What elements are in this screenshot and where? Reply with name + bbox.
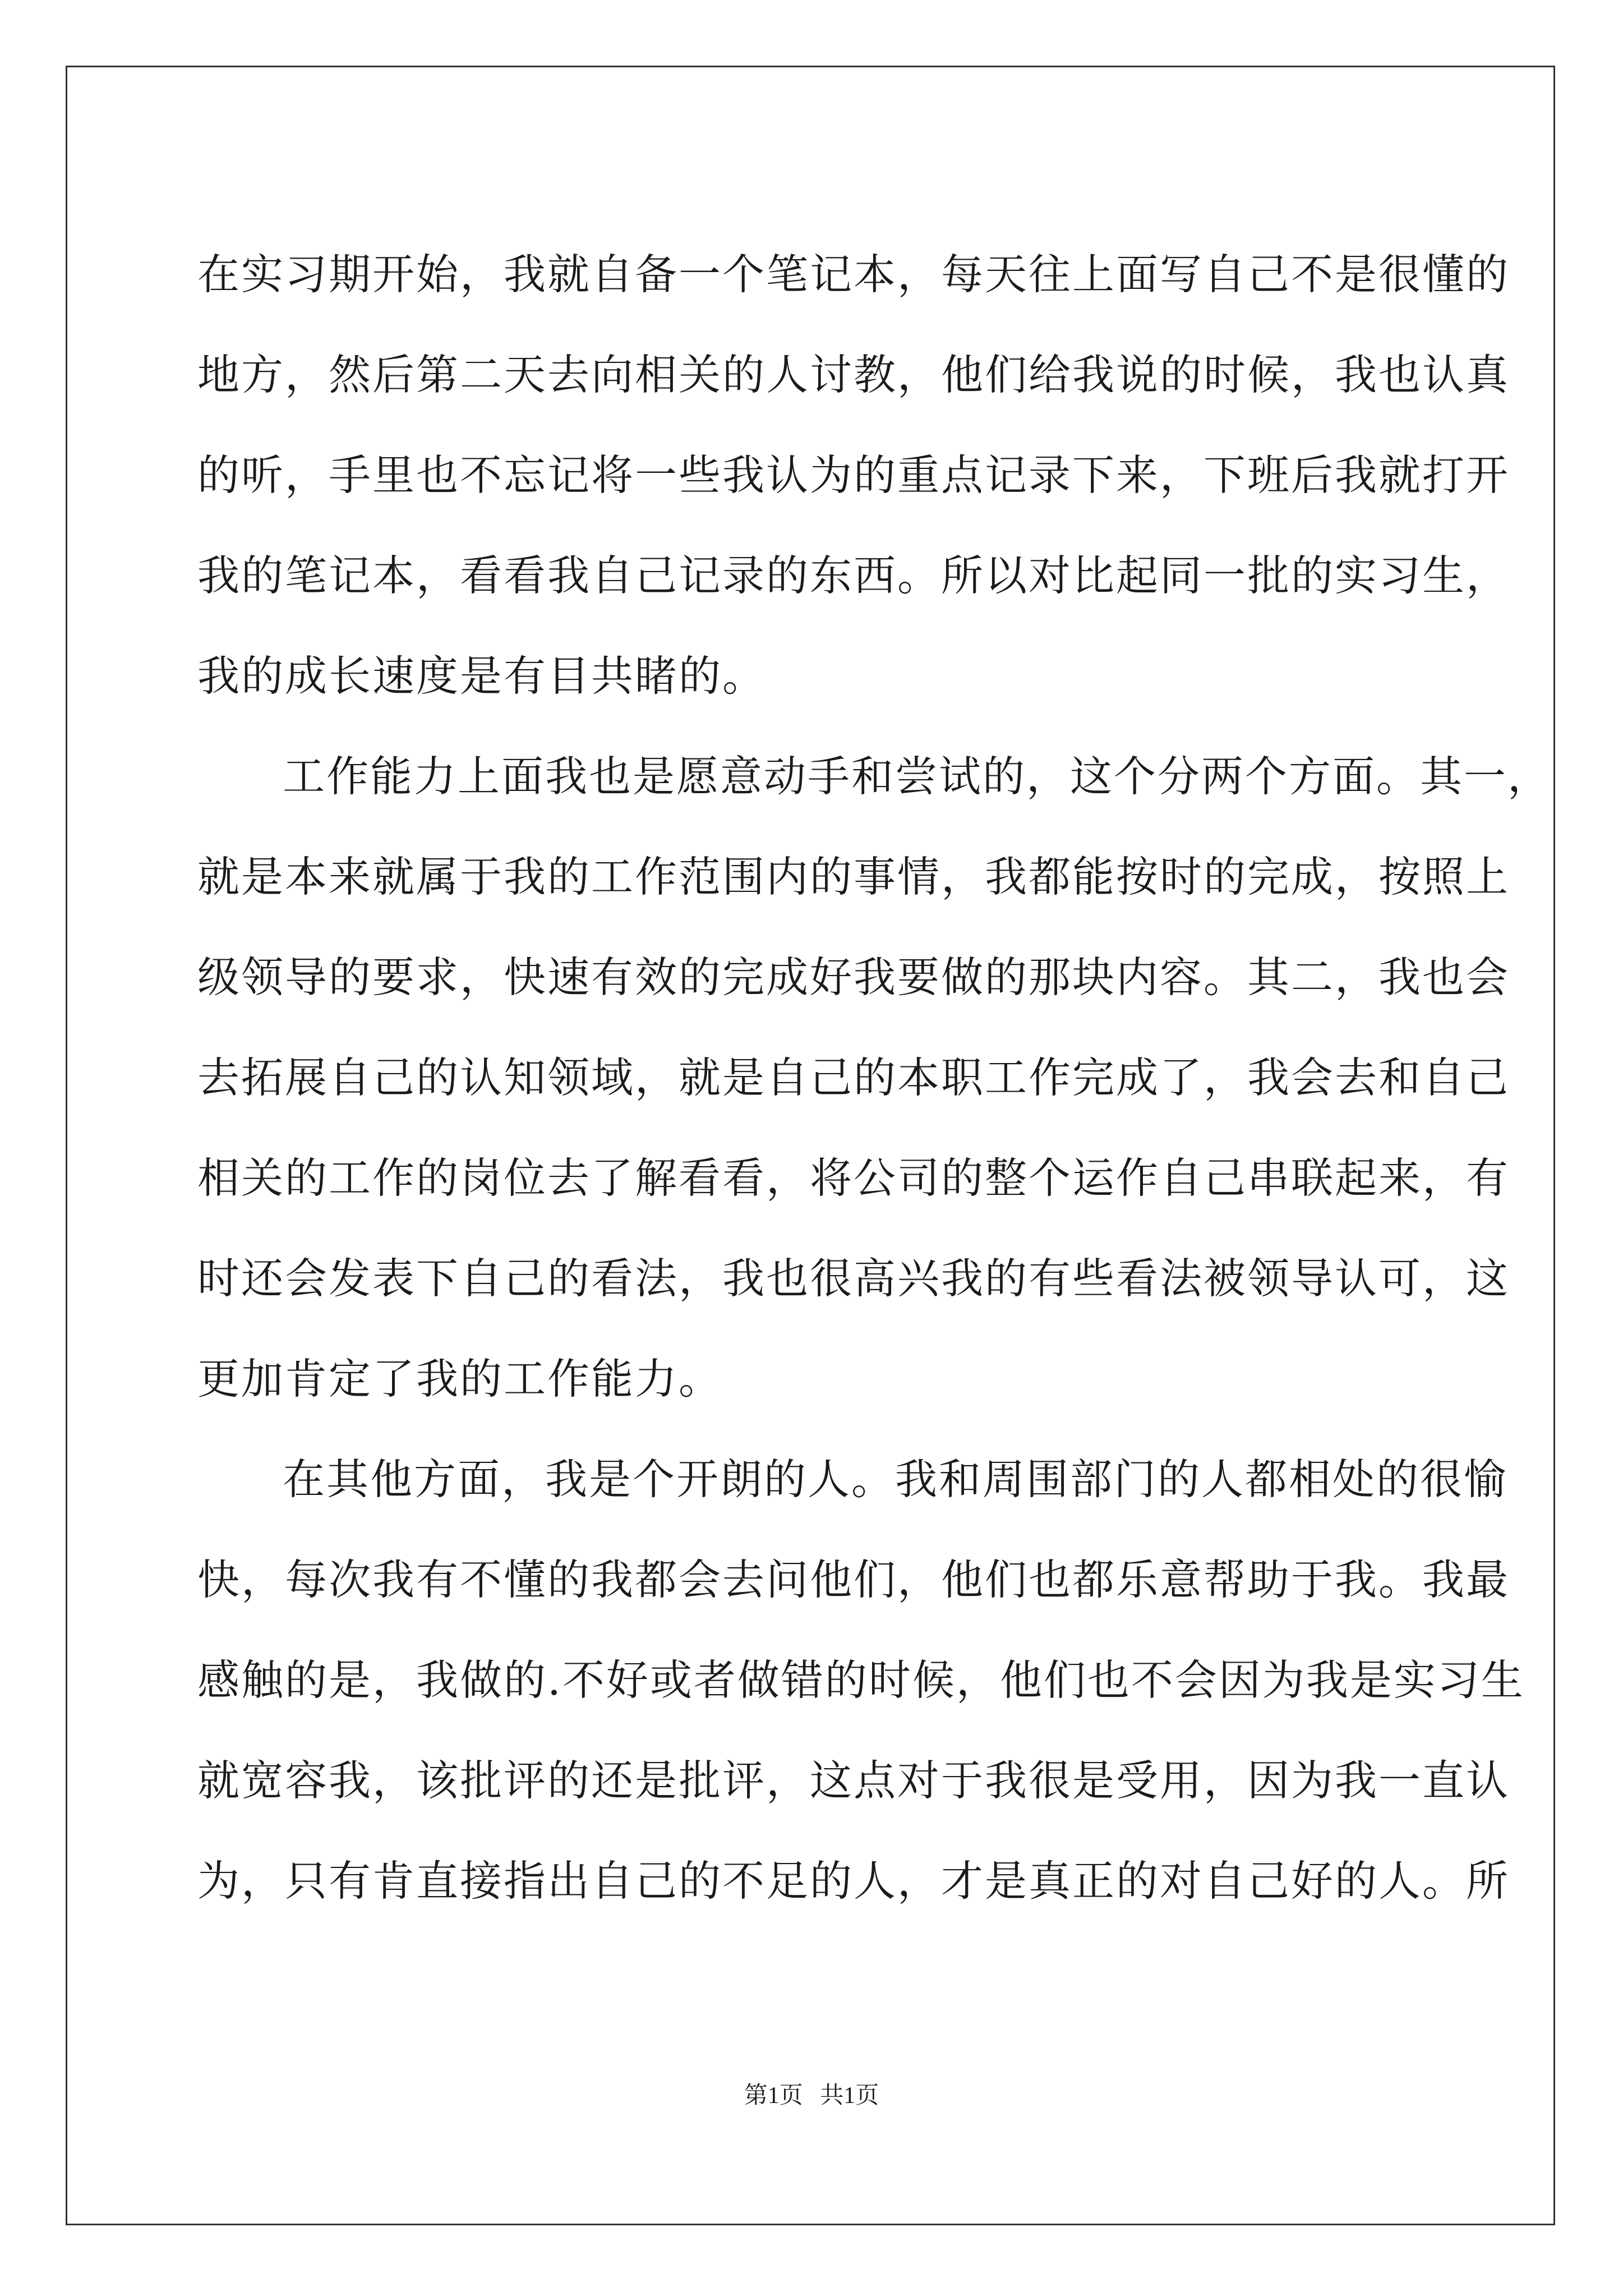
page-footer [0,2079,1623,2113]
document-body [197,224,1552,1931]
text-line: 地方，然后第二天去向相关的人讨教，他们给我说的时候，我也认真 [197,350,1510,399]
paragraph-start-line: 在其他方面，我是个开朗的人。我和周围部门的人都相处的很愉 [283,1455,1508,1504]
page-total: 共1页 [820,2083,879,2109]
paragraph-start-line: 工作能力上面我也是愿意动手和尝试的，这个分两个方面。其一， [283,752,1552,801]
text-line: 级领导的要求，快速有效的完成好我要做的那块内容。其二，我也会 [197,953,1510,1002]
text-line: 时还会发表下自己的看法，我也很高兴我的有些看法被领导认可，这 [197,1254,1510,1303]
text-line: 的听，手里也不忘记将一些我认为的重点记录下来，下班后我就打开 [197,450,1510,500]
text-line: 我的成长速度是有目共睹的。 [197,651,767,701]
text-line: 就是本来就属于我的工作范围内的事情，我都能按时的完成，按照上 [197,852,1510,901]
text-line: 为，只有肯直接指出自己的不足的人，才是真正的对自己好的人。所 [197,1856,1510,1906]
text-line: 更加肯定了我的工作能力。 [197,1354,723,1404]
text-line: 感触的是，我做的.不好或者做错的时候，他们也不会因为我是实习生 [197,1655,1525,1705]
text-line: 相关的工作的岗位去了解看看，将公司的整个运作自己串联起来，有 [197,1153,1510,1203]
text-line: 快，每次我有不懂的我都会去问他们，他们也都乐意帮助于我。我最 [197,1555,1510,1604]
page-number: 第1页 [744,2083,803,2109]
text-line: 就宽容我，该批评的还是批评，这点对于我很是受用，因为我一直认 [197,1756,1510,1805]
text-line: 在实习期开始，我就自备一个笔记本，每天往上面写自己不是很懂的 [197,250,1510,299]
text-line: 我的笔记本，看看我自己记录的东西。所以对比起同一批的实习生， [197,551,1510,600]
text-line: 去拓展自己的认知领域，就是自己的本职工作完成了，我会去和自己 [197,1053,1510,1102]
